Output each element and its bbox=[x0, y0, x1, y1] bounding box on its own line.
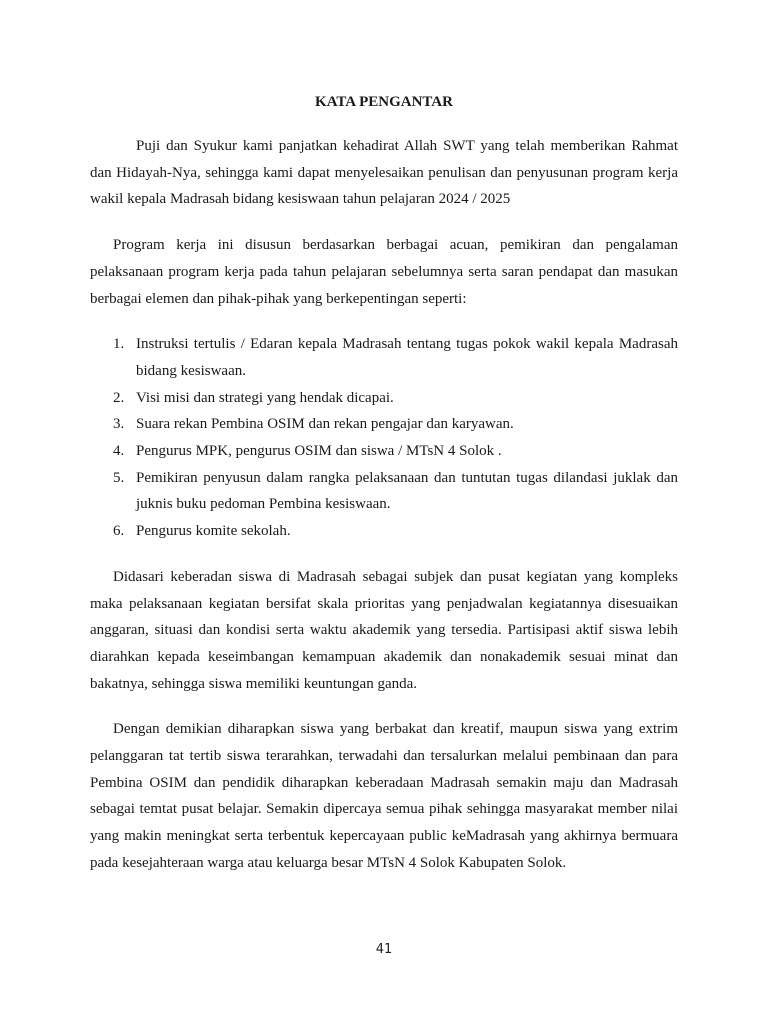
list-item bbox=[90, 465, 678, 518]
list-item bbox=[90, 411, 678, 438]
paragraph-closing: Dengan demikian diharapkan siswa yang berbakat dan kreatif, maupun siswa yang extrim pelanggaran tat tertib siswa terarahkan, terwadahi dan tersalurkan melalui pembinaan dan para Pembina OSIM dan pendidik diharapkan keberadaan Madrasah semakin maju dan Madrasah sebagai temtat pusat belajar. Semakin dipercaya semua pihak sehingga masyarakat member nilai yang makin meningkat serta terbentuk kepercayaan public keMadrasah yang akhirnya bermuara pada kesejahteraan warga atau keluarga besar MTsN 4 Solok Kabupaten Solok. bbox=[90, 721, 678, 871]
list-item-text: Pengurus komite sekolah. bbox=[136, 523, 291, 540]
list-number: 2. bbox=[113, 389, 125, 406]
paragraph-intro: Puji dan Syukur kami panjatkan kehadirat Allah SWT yang telah memberikan Rahmat dan Hidayah-Nya, sehingga kami dapat menyelesaikan penulisan dan penyusunan program kerja wakil kepala Madrasah bidang kesiswaan tahun pelajaran 2024 / 2025 bbox=[90, 138, 678, 208]
document-body bbox=[90, 133, 678, 877]
list-number: 5. bbox=[113, 469, 125, 486]
list-item bbox=[90, 438, 678, 465]
page-number: 41 bbox=[375, 942, 393, 957]
list-item-text: Pemikiran penyusun dalam rangka pelaksanaan dan tuntutan tugas dilandasi juklak dan juknis buku pedoman Pembina kesiswaan. bbox=[136, 469, 678, 513]
list-number: 6. bbox=[113, 523, 125, 540]
list-item bbox=[90, 331, 678, 384]
list-item-text: Pengurus MPK, pengurus OSIM dan siswa / MTsN 4 Solok . bbox=[136, 443, 502, 460]
list-item-text: Instruksi tertulis / Edaran kepala Madrasah tentang tugas pokok wakil kepala Madrasah bidang kesiswaan. bbox=[136, 336, 678, 379]
source-list bbox=[90, 331, 678, 545]
list-item bbox=[90, 385, 678, 412]
list-item-text: Suara rekan Pembina OSIM dan rekan pengajar dan karyawan. bbox=[136, 416, 514, 433]
list-number: 4. bbox=[113, 443, 125, 460]
list-number: 1. bbox=[113, 336, 125, 353]
paragraph-basis: Program kerja ini disusun berdasarkan berbagai acuan, pemikiran dan pengalaman pelaksanaan program kerja pada tahun pelajaran sebelumnya serta saran pendapat dan masukan berbagai elemen dan pihak-pihak yang berkepentingan seperti: bbox=[90, 237, 678, 307]
list-item bbox=[90, 518, 678, 545]
paragraph-students: Didasari keberadan siswa di Madrasah sebagai subjek dan pusat kegiatan yang kompleks maka pelaksanaan kegiatan bersifat skala prioritas yang penjadwalan kegiatannya disesuaikan anggaran, situasi dan kondisi serta waktu akademik yang tersedia. Partisipasi aktif siswa lebih diarahkan kepada keseimbangan kemampuan akademik dan nonakademik sesuai minat dan bakatnya, sehingga siswa memiliki keuntungan ganda. bbox=[90, 568, 678, 692]
list-number: 3. bbox=[113, 416, 125, 433]
list-item-text: Visi misi dan strategi yang hendak dicapai. bbox=[136, 389, 394, 406]
page-title: KATA PENGANTAR bbox=[315, 94, 453, 110]
